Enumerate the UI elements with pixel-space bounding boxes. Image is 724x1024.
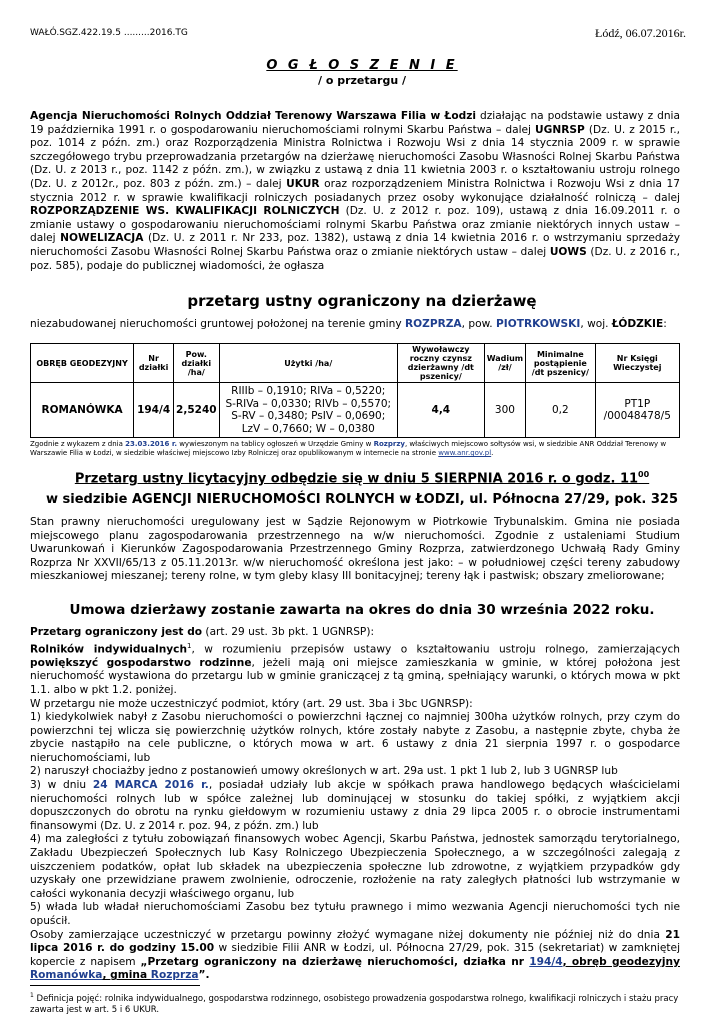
tender-heading: przetarg ustny ograniczony na dzierżawę [187, 292, 537, 310]
place-date: Łódź, 06.07.2016r. [595, 26, 686, 40]
conditions-farmers [30, 640, 680, 698]
auction-minutes: 00 [638, 470, 650, 479]
auction-date-heading [0, 470, 724, 486]
envelope-label: , obręb geodezyjny [562, 955, 680, 968]
envelope-gmina: Rozprza [150, 969, 199, 982]
intro-text: (Dz. U. z 2012 r. poz. 109), ustawą z dnia 16.09.2011 r. o zmianie ustawy o gospodarowaniu nieruchomościami rolnymi Skarbu Państwa oraz zmianie niektórych innych ustaw – dalej [30, 205, 680, 245]
listing-note [30, 440, 680, 458]
intro-text: (Dz. U. z 2015 r., poz. 1014 z późn. zm.) oraz Rozporządzenia Ministra Rolnictwa i Rozwoju Wsi z dnia 14 stycznia 2009 r. w sprawie szczegółowego trybu przeprowadzania przetargów na dzierżawę nieruchomości Zasobu Własności Rolnej Skarbu Państwa (Dz. U. z 2013 r., poz. 1142 z późn. zm.), w związku z ustawą z dnia 11 kwietnia 2003 r. o kształtowaniu ustroju rolnego (Dz. U. z 2012r., poz. 803 z późn. zm.) – dalej [30, 123, 680, 190]
cell-nr: 194/4 [134, 383, 174, 438]
document-header [30, 28, 694, 42]
submission-deadline: 21 lipca 2016 r. do godziny 15.00 [30, 928, 680, 955]
anr-website-link[interactable]: www.anr.gov.pl [438, 449, 492, 457]
property-text: , pow. [461, 318, 497, 330]
property-text: : [663, 318, 667, 330]
condition-item: 1) kiedykolwiek nabył z Zasobu nieruchomości o powierzchni łącznej co najmniej 300ha użytków rolnych, przy czym do powierzchni tej wlicza się powierzchnię użytków rolnych, które zostały nabyte z Zasobu, a następnie zbyte, chyba że zbycie nastąpiło na cele publiczne, o których mowa w art. 6 ustawy z dnia 21 sierpnia 1997 r. o gospodarce nieruchomościami, lub [30, 711, 680, 764]
auction-date: Przetarg ustny licytacyjny odbędzie się w dniu 5 SIERPNIA 2016 r. o godz. 11 [74, 471, 639, 487]
property-text: niezabudowanej nieruchomości gruntowej położonej na terenie gminy [30, 318, 405, 330]
column-header: Minimalne postąpienie /dt pszenicy/ [526, 344, 595, 383]
note-text: Zgodnie z wykazem z dnia [30, 440, 126, 448]
farmers-bold: Rolników indywidualnych [30, 643, 188, 656]
property-text: , woj. [580, 318, 612, 330]
uzytki-line: RIIIb – 0,1910; RIVa – 0,5220; [231, 385, 386, 397]
reference-number: WAŁÓ.SGZ.422.19.5 .........2016.TG [30, 28, 188, 38]
farm-enlarge-bold: powiększyć gospodarstwo rodzinne [30, 656, 252, 669]
gmina-name: ROZPRZA [404, 318, 462, 330]
cell-czynsz: 4,4 [397, 383, 484, 438]
condition-text: 3) w dniu [30, 779, 93, 792]
intro-text: (Dz. U. z 2011 r. Nr 233, poz. 1382), ustawą z dnia 14 kwietnia 2016 r. o wstrzymaniu sprzedaży nieruchomości Zasobu Własności Rolnej Skarbu Państwa oraz o zmianie niektórych ustaw – dalej [30, 232, 680, 258]
conditions-section [30, 626, 680, 983]
condition-item: 2) naruszył chociażby jedno z postanowień umowy określonych w art. 29a ust. 1 pkt 1 lub 2, lub 3 UGNRSP lub [30, 765, 618, 778]
intro-text: działając na podstawie ustawy z dnia 19 października 1991 r. o gospodarowaniu nieruchomościami rolnymi Skarbu Państwa – dalej [30, 110, 680, 136]
column-header: OBRĘB GEODEZYJNY [31, 344, 134, 383]
footnote [30, 990, 680, 1016]
document-title: O G Ł O S Z E N I E [266, 58, 458, 73]
abbr-ugnrsp: UGNRSP [535, 123, 585, 136]
document-subtitle: / o przetargu / [317, 74, 407, 87]
intro-text: oraz rozporządzeniem Ministra Rolnictwa i Rozwoju Wsi z dnia 17 stycznia 2012 r. w sprawie kwalifikacji rolniczych posiadanych przez osoby wykonujące działalność rolniczą – dalej [30, 177, 680, 204]
cell-postapienie: 0,2 [526, 383, 595, 438]
legal-state-paragraph: Stan prawny nieruchomości uregulowany jest w Sądzie Rejonowym w Piotrkowie Trybunalskim. Gmina nie posiada miejscowego planu zagospodarowania przestrzennego na w/w nieruchomości. Zgodnie z ustaleniami Studium Uwarunkowań i Kierunków Zagospodarowania Przestrzennego Gminy Rozprza, zatwierdzonego Uchwałą Rady Gminy Rozprza Nr XXVII/65/13 z 05.11.2013r. w/w nieruchomość określona jest jako: – w południowej części tereny zabudowy mieszkaniowej mieszanej; tereny rolne, w tym gleby klasy III bonitacyjnej; tereny łąk i pastwisk; obszary zmeliorowane; [30, 516, 680, 583]
footnote-ref: 1 [187, 641, 192, 650]
cell-pow: 2,5240 [174, 383, 220, 438]
auction-place-heading: w siedzibie AGENCJI NIERUCHOMOŚCI ROLNYCH w ŁODZI, ul. Północna 27/29, pok. 325 [46, 492, 678, 507]
non-participant-lead: W przetargu nie może uczestniczyć podmiot, który (art. 29 ust. 3ba i 3bc UGNRSP): [30, 697, 473, 710]
note-text: . [491, 449, 494, 457]
column-header: Wywoławczy roczny czynsz dzierżawny /dt pszenicy/ [397, 344, 484, 383]
submission-instructions [30, 929, 680, 983]
powiat-name: PIOTRKOWSKI [496, 318, 581, 330]
condition-item: 5) włada lub władał nieruchomościami Zasobu bez tytułu prawnego i mimo wezwania Agencji nieruchomości tych nie opuścił. [30, 901, 680, 927]
column-header: Wadium /zł/ [484, 344, 525, 383]
footnote-separator [30, 985, 200, 986]
envelope-label: „Przetarg ograniczony na dzierżawę nieruchomości, działka nr [140, 955, 530, 968]
condition-item: 4) ma zaległości z tytułu zobowiązań finansowych wobec Agencji, Skarbu Państwa, jednostek samorządu terytorialnego, Zakładu Ubezpieczeń Społecznych lub Kasy Rolniczego Ubezpieczenia Społecznego, a w szczególności zalegają z uiszczeniem podatków, opłat lub składek na ubezpieczenia społeczne lub zdrowotne, z wyjątkiem przypadków gdy uzyskały one przewidziane prawem zwolnienie, odroczenie, rozłożenie na raty zaległych płatności lub wstrzymanie w całości wykonania decyzji właściwego organu, lub [30, 833, 680, 900]
abbr-nowelizacja: NOWELIZACJA [60, 232, 144, 245]
note-gmina: Rozprzy [373, 440, 405, 448]
envelope-obreb: Romanówka [30, 969, 103, 982]
farmers-text: , w rozumieniu przepisów ustawy o kształtowaniu ustroju rolnego, zamierzających [191, 643, 680, 656]
table-row [31, 383, 680, 438]
intro-text: (Dz. U. z 2016 r., poz. 585), podaje do publicznej wiadomości, że ogłasza [30, 245, 680, 272]
condition-item [30, 779, 680, 833]
property-location [30, 318, 680, 332]
column-header: Użytki /ha/ [219, 344, 397, 383]
condition-date: 24 MARCA 2016 r. [92, 779, 209, 792]
abbr-ukur: UKUR [286, 177, 320, 190]
abbr-uows: UOWS [549, 245, 587, 258]
lease-term-heading: Umowa dzierżawy zostanie zawarta na okres do dnia 30 września 2022 roku. [69, 602, 655, 618]
submission-text: w siedzibie Filii ANR w Łodzi, ul. Północna 27/29, pok. 315 (sekretariat) w zamkniętej kopercie z napisem [30, 942, 681, 968]
agency-name: Agencja Nieruchomości Rolnych Oddział Terenowy Warszawa Filia w Łodzi [30, 110, 477, 122]
uzytki-line: S-RV – 0,3480; PsIV – 0,0690; [231, 410, 386, 422]
note-text: wywieszonym na tablicy ogłoszeń w Urzędzie Gminy w [176, 440, 374, 448]
property-table [30, 343, 680, 438]
conditions-lead [30, 626, 680, 640]
table-header-row [31, 344, 680, 383]
cell-kw: PT1P /00048478/5 [595, 383, 679, 438]
abbr-rozporzadzenie: ROZPORZĄDZENIE WS. KWALIFIKACJI ROLNICZYCH [30, 205, 340, 218]
conditions-lead-bold: Przetarg ograniczony jest do [30, 626, 203, 638]
cell-uzytki [219, 383, 397, 438]
column-header: Pow. działki /ha/ [174, 344, 220, 383]
note-date: 23.03.2016 r. [125, 440, 177, 448]
column-header: Nr działki [134, 344, 174, 383]
farmers-text: , jeżeli mają oni miejsce zamieszkania w gminie, w której położona jest nieruchomość wystawiona do przetargu lub w gminie graniczącej z tą gminą, spełniający warunki, o których mowa w pkt 1.1. albo w pkt 1.2. poniżej. [30, 656, 680, 696]
footnote-number: 1 [30, 992, 34, 999]
envelope-label: , gmina [102, 969, 151, 982]
submission-text: Osoby zamierzające uczestniczyć w przetargu powinny złożyć wymagane niżej dokumenty nie później niż do dnia [30, 928, 666, 941]
condition-text: , posiadał udziały lub akcje w spółkach prawa handlowego będących właścicielami nieruchomości rolnych lub w spółce zależnej lub dominującej w stosunku do takiej spółki, z wyjątkiem akcji dopuszczonych do obrotu na rynku giełdowym w rozumieniu ustawy z dnia 29 lipca 2005 r. o obrocie instrumentami finansowymi (Dz. U. z 2014 r. poz. 94, z późn. zm.) lub [30, 779, 680, 832]
note-text: , właściwych miejscowo sołtysów wsi, w siedzibie ANR Oddział Terenowy w Warszawie Filia w Łodzi, w siedzibie właściwej miejscowo Izby Rolniczej oraz opublikowanym w internecie na stronie [30, 440, 667, 457]
cell-obreb: ROMANÓWKA [31, 383, 134, 438]
wojewodztwo-name: ŁÓDZKIE [611, 318, 664, 330]
envelope-plot: 194/4 [529, 955, 563, 968]
cell-wadium: 300 [484, 383, 525, 438]
conditions-lead-text: (art. 29 ust. 3b pkt. 1 UGNRSP): [202, 626, 375, 638]
footnote-text: Definicja pojęć: rolnika indywidualnego, gospodarstwa rodzinnego, osobistego prowadzenia gospodarstwa rolnego, kwalifikacji rolniczych i stażu pracy zawarta jest w art. 5 i 6 UKUR. [30, 993, 679, 1015]
envelope-label: ”. [198, 969, 210, 982]
column-header: Nr Księgi Wieczystej [595, 344, 679, 383]
uzytki-line: LzV – 0,7660; W – 0,0380 [241, 422, 375, 435]
intro-paragraph [30, 110, 680, 273]
uzytki-line: S-RIVa – 0,0330; RIVb – 0,5570; [225, 397, 392, 410]
